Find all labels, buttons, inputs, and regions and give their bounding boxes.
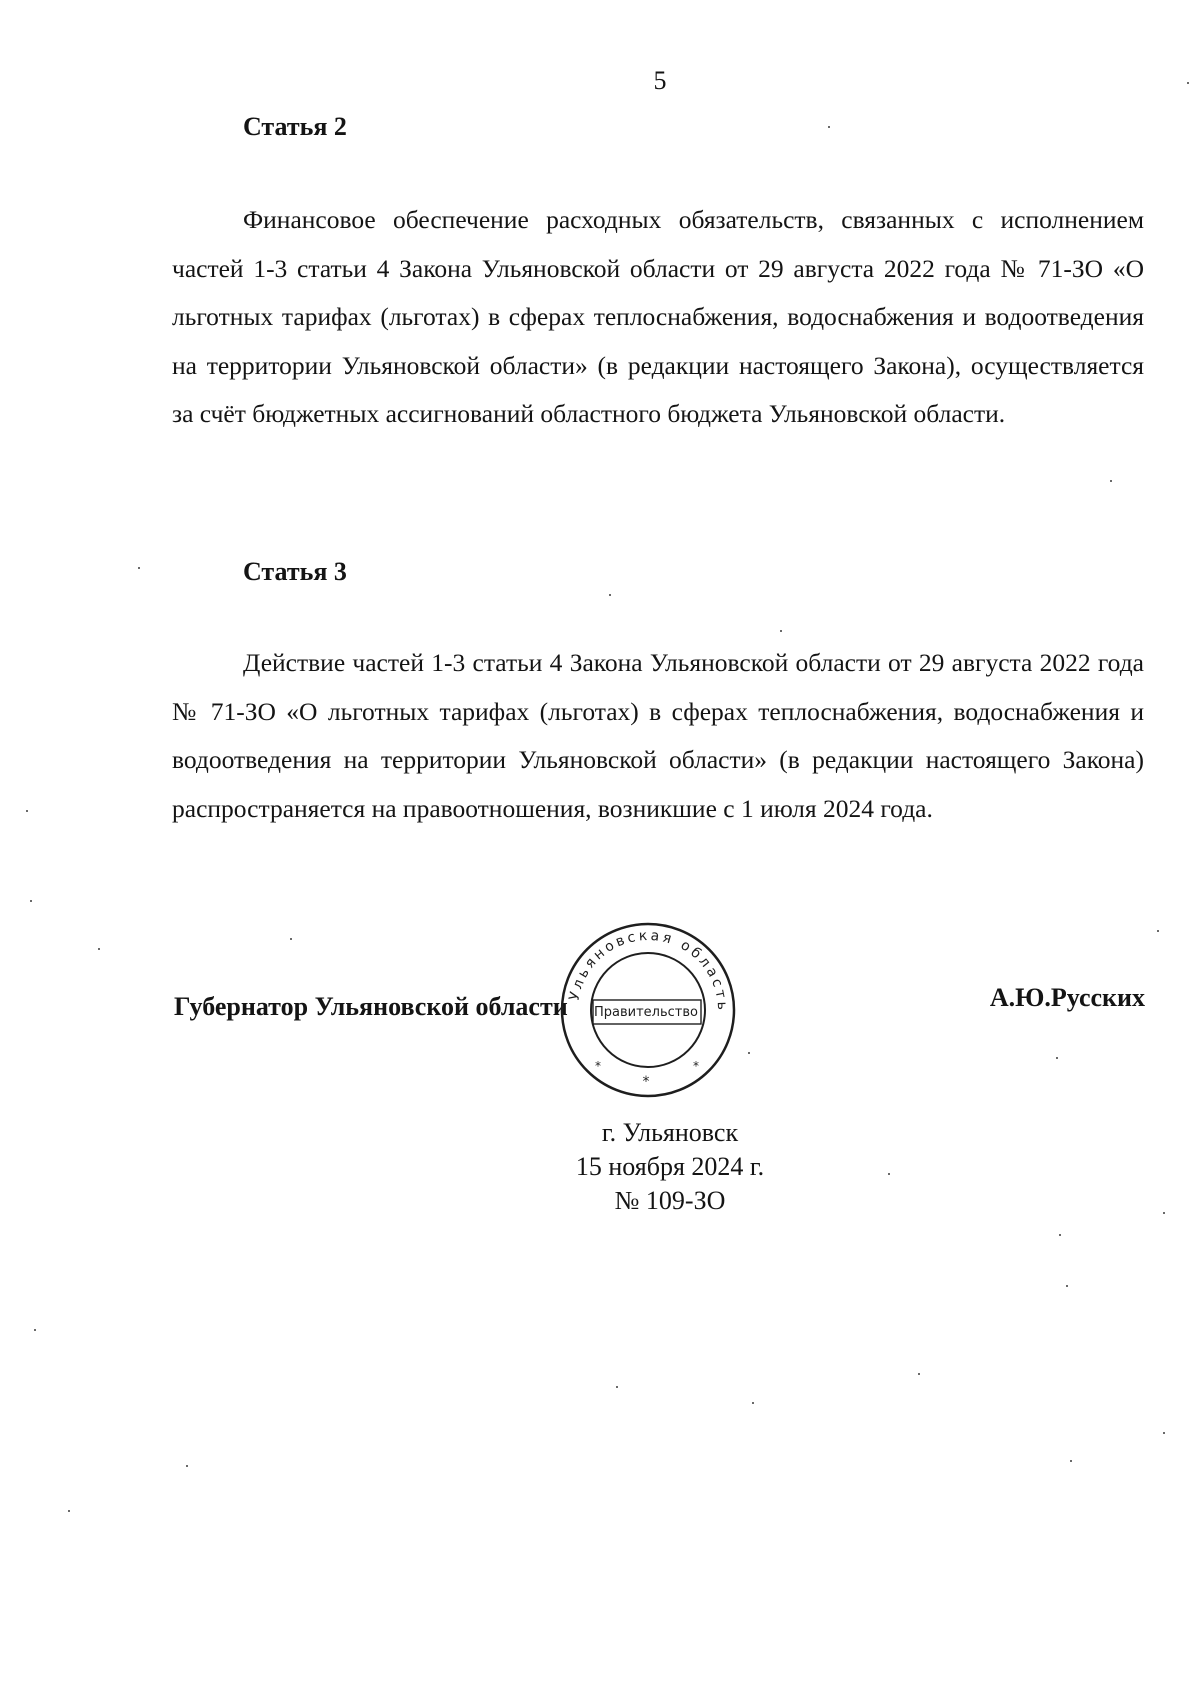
scan-speck (1187, 82, 1189, 84)
scan-speck (1070, 1460, 1072, 1462)
footer-number: № 109-ЗО (614, 1186, 726, 1215)
scan-speck (1163, 1432, 1165, 1434)
scan-speck (616, 1386, 618, 1388)
article-3-text: Действие частей 1-3 статьи 4 Закона Ульяновской области от 29 августа 2022 года № 71-ЗО «О льготных тарифах (льготах) в сферах теплоснабжения, водоснабжения и водоотведения на территории Ульяновской области» (в редакции настоящего Закона) распространяется на правоотношения, возникшие с 1 июля 2024 года. (172, 648, 1144, 823)
seal-star-icon: * (693, 1059, 699, 1073)
article-2-text: Финансовое обеспечение расходных обязательств, связанных с исполнением частей 1-3 статьи 4 Закона Ульяновской области от 29 августа 2022 года № 71-ЗО «О льготных тарифах (льготах) в сферах теплоснабжения, водоснабжения и водоотведения на территории Ульяновской области» (в редакции настоящего Закона), осуществляется за счёт бюджетных ассигнований областного бюджета Ульяновской области. (172, 205, 1144, 428)
seal-star-icon: * (642, 1074, 650, 1090)
scan-speck (98, 948, 100, 950)
document-footer (560, 1116, 780, 1218)
scan-speck (1163, 1212, 1165, 1214)
article-3-heading: Статья 3 (243, 557, 347, 586)
scan-speck (780, 630, 782, 632)
footer-date: 15 ноября 2024 г. (575, 1152, 765, 1181)
article-2-heading: Статья 2 (243, 112, 347, 141)
signature-name: А.Ю.Русских (989, 983, 1145, 1012)
scan-speck (828, 126, 830, 128)
scan-speck (1059, 1234, 1061, 1236)
scan-speck (918, 1373, 920, 1375)
seal-center-text: Правительство (594, 1005, 698, 1020)
scan-speck (290, 938, 292, 940)
footer-city: г. Ульяновск (601, 1118, 739, 1147)
seal-star-icon: * (595, 1059, 601, 1073)
scan-speck (1110, 480, 1112, 482)
scan-speck (748, 1052, 750, 1054)
scan-speck (26, 810, 28, 812)
scan-speck (138, 567, 140, 569)
scan-speck (1157, 930, 1159, 932)
scan-speck (888, 1173, 890, 1175)
scan-speck (609, 594, 611, 596)
scan-speck (34, 1329, 36, 1331)
official-seal (558, 920, 738, 1100)
page-number: 5 (653, 66, 667, 95)
signature-position: Губернатор Ульяновской области (174, 992, 568, 1021)
scan-speck (752, 1402, 754, 1404)
scan-speck (1056, 1057, 1058, 1059)
scan-speck (68, 1510, 70, 1512)
scan-speck (30, 900, 32, 902)
scan-speck (1066, 1285, 1068, 1287)
seal-ring-text: Ульяновская область (566, 927, 731, 1014)
scan-speck (186, 1465, 188, 1467)
